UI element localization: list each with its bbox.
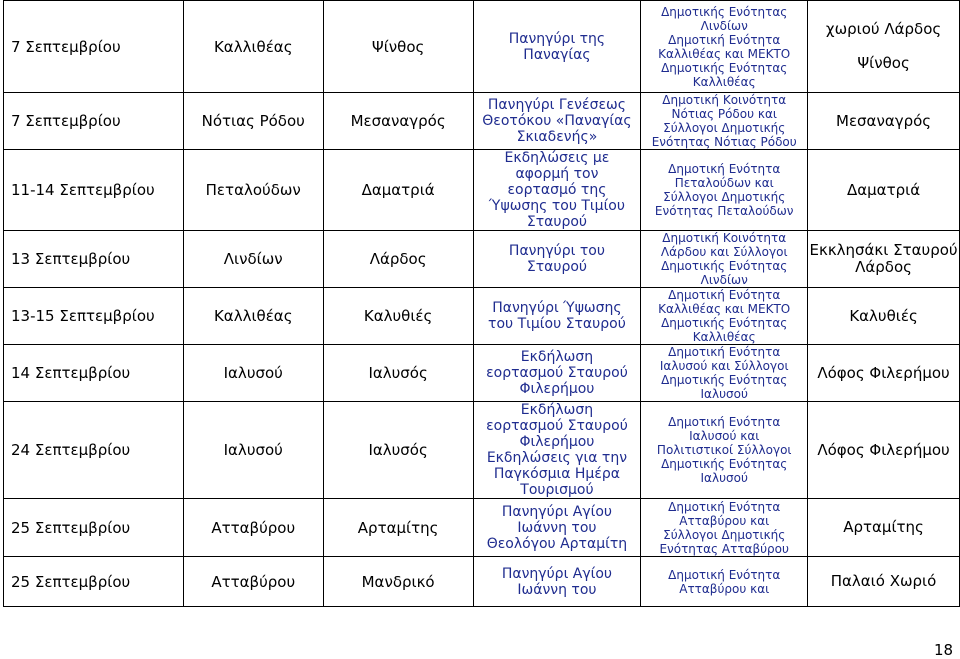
event-municipality (183, 345, 323, 402)
event-organizer (641, 150, 808, 231)
event-village-text: Μανδρικό (361, 572, 435, 591)
event-village-text: Λάρδος (369, 250, 427, 268)
table-row (4, 231, 960, 288)
event-date-text: 24 Σεπτεμβρίου (11, 441, 131, 459)
event-place-text: Εκκλησάκι Σταυρού Λάρδος (809, 241, 958, 276)
table-row (4, 402, 960, 499)
event-village-text: Μεσαναγρός (350, 112, 446, 130)
event-municipality (183, 402, 323, 499)
event-name-text: Εκδήλωση εορτασμού Σταυρού Φιλερήμου (486, 349, 628, 397)
event-municipality (183, 93, 323, 150)
event-municipality-text: Καλλιθέας (213, 307, 293, 325)
event-organizer (641, 557, 808, 607)
event-village (323, 345, 473, 402)
event-organizer (641, 288, 808, 345)
event-name-text: Πανηγύρι του Σταυρού (508, 243, 605, 275)
table-row (4, 345, 960, 402)
events-table-body (4, 1, 960, 607)
event-village-text: Ιαλυσός (368, 441, 428, 459)
event-organizer-text: Δημοτική Ενότητα Πεταλούδων και Σύλλογοι Δημοτικής Ενότητας Πεταλούδων (654, 162, 794, 218)
event-municipality-text: Πεταλούδων (205, 181, 301, 199)
event-organizer (641, 345, 808, 402)
event-organizer-text: Δημοτική Ενότητα Καλλιθέας και ΜΕΚΤΟ Δημοτικής Ενότητας Καλλιθέας (658, 288, 791, 344)
event-place-text: χωριού Λάρδος Ψίνθος (825, 20, 942, 72)
event-village (323, 499, 473, 557)
event-name-text: Πανηγύρι της Παναγίας (508, 30, 606, 63)
event-organizer-text: Δημοτική Ενότητα Ιαλυσού και Πολιτιστικοί Σύλλογοι Δημοτικής Ενότητας Ιαλυσού (656, 415, 792, 485)
event-village-text: Αρταμίτης (357, 518, 439, 537)
event-municipality-text: Ατταβύρου (211, 518, 296, 537)
event-village (323, 288, 473, 345)
event-date-text: 7 Σεπτεμβρίου (11, 112, 121, 130)
table-row (4, 93, 960, 150)
event-village (323, 1, 473, 93)
event-name-text: Πανηγύρι Γενέσεως Θεοτόκου «Παναγίας Σκιαδενής» (482, 97, 632, 145)
page-number: 18 (934, 641, 954, 659)
event-place (808, 231, 960, 288)
event-date-text: 14 Σεπτεμβρίου (11, 364, 131, 382)
event-organizer (641, 231, 808, 288)
event-place-text: Δαματριά (846, 180, 921, 199)
event-place (808, 345, 960, 402)
event-village-text: Δαματριά (361, 181, 435, 199)
event-village (323, 402, 473, 499)
event-name-text: Πανηγύρι Αγίου Ιωάννη του (501, 565, 613, 598)
event-municipality (183, 288, 323, 345)
event-date (4, 231, 184, 288)
event-name (473, 557, 641, 607)
event-place (808, 557, 960, 607)
event-date (4, 93, 184, 150)
event-place (808, 1, 960, 93)
event-date-text: 13-15 Σεπτεμβρίου (11, 307, 155, 325)
event-name-text: Πανηγύρι Ύψωσης του Τιμίου Σταυρού (488, 300, 626, 332)
event-place-text: Αρταμίτης (843, 518, 924, 536)
event-municipality-text: Ατταβύρου (211, 572, 296, 591)
event-name-text: Πανηγύρι Αγίου Ιωάννη του Θεολόγου Αρταμίτη (486, 503, 628, 552)
event-date (4, 402, 184, 499)
event-place-text: Καλυθιές (849, 306, 918, 325)
event-date (4, 1, 184, 93)
event-place (808, 402, 960, 499)
event-organizer (641, 1, 808, 93)
event-name (473, 150, 641, 231)
event-municipality (183, 499, 323, 557)
event-date-text: 11-14 Σεπτεμβρίου (11, 181, 155, 199)
event-organizer-text: Δημοτική Ενότητα Ατταβύρου και Σύλλογοι Δημοτικής Ενότητας Ατταβύρου (659, 499, 789, 556)
event-name (473, 231, 641, 288)
event-organizer-text: Δημοτική Ενότητα Ατταβύρου και (668, 567, 781, 596)
event-date-text: 7 Σεπτεμβρίου (11, 37, 121, 56)
event-organizer-text: Δημοτική Κοινότητα Νότιας Ρόδου και Σύλλογοι Δημοτικής Ενότητας Νότιας Ρόδου (651, 93, 797, 149)
event-date (4, 150, 184, 231)
event-name (473, 499, 641, 557)
event-name-text: Εκδήλωση εορτασμού Σταυρού Φιλερήμου Εκδηλώσεις για την Παγκόσμια Ημέρα Τουρισμού (486, 402, 628, 498)
event-village (323, 93, 473, 150)
event-organizer-text: Δημοτική Ενότητα Ιαλυσού και Σύλλογοι Δημοτικής Ενότητας Ιαλυσού (659, 345, 789, 401)
event-name (473, 93, 641, 150)
event-place (808, 93, 960, 150)
event-name (473, 345, 641, 402)
event-name-text: Εκδηλώσεις με αφορμή τον εορτασμό της Ύψωσης του Τιμίου Σταυρού (488, 150, 625, 230)
events-table (3, 0, 960, 607)
event-date (4, 557, 184, 607)
event-organizer-text: Δημοτική Κοινότητα Λάρδου και Σύλλογοι Δημοτικής Ενότητας Λινδίων (660, 231, 788, 287)
event-municipality (183, 1, 323, 93)
event-organizer (641, 499, 808, 557)
event-organizer (641, 93, 808, 150)
table-row (4, 288, 960, 345)
event-date (4, 288, 184, 345)
event-date (4, 345, 184, 402)
table-row (4, 1, 960, 93)
table-row (4, 150, 960, 231)
event-name (473, 402, 641, 499)
event-place (808, 150, 960, 231)
event-place-text: Παλαιό Χωριό (830, 572, 937, 590)
event-name (473, 288, 641, 345)
event-date-text: 13 Σεπτεμβρίου (11, 250, 131, 268)
event-date-text: 25 Σεπτεμβρίου (11, 518, 131, 537)
event-name (473, 1, 641, 93)
event-place-text: Λόφος Φιλερήμου (817, 440, 950, 459)
event-municipality-text: Ιαλυσού (223, 441, 283, 459)
event-village (323, 557, 473, 607)
table-row (4, 499, 960, 557)
event-village-text: Ψίνθος (371, 37, 425, 56)
event-place (808, 499, 960, 557)
event-municipality (183, 557, 323, 607)
event-municipality-text: Νότιας Ρόδου (201, 112, 305, 130)
event-place-text: Μεσαναγρός (836, 111, 932, 130)
event-municipality-text: Λινδίων (223, 250, 283, 268)
table-row (4, 557, 960, 607)
event-village (323, 231, 473, 288)
event-place (808, 288, 960, 345)
event-village-text: Ιαλυσός (368, 364, 428, 382)
event-place-text: Λόφος Φιλερήμου (817, 363, 950, 382)
event-village-text: Καλυθιές (363, 307, 433, 325)
event-date (4, 499, 184, 557)
event-municipality (183, 150, 323, 231)
event-organizer-text: Δημοτικής Ενότητας Λινδίων Δημοτική Ενότητα Καλλιθέας και ΜΕΚΤΟ Δημοτικής Ενότητας Καλλιθέας (658, 4, 791, 89)
event-village (323, 150, 473, 231)
event-municipality-text: Καλλιθέας (213, 37, 293, 56)
event-date-text: 25 Σεπτεμβρίου (11, 572, 131, 591)
event-organizer (641, 402, 808, 499)
event-municipality (183, 231, 323, 288)
event-municipality-text: Ιαλυσού (223, 364, 283, 382)
